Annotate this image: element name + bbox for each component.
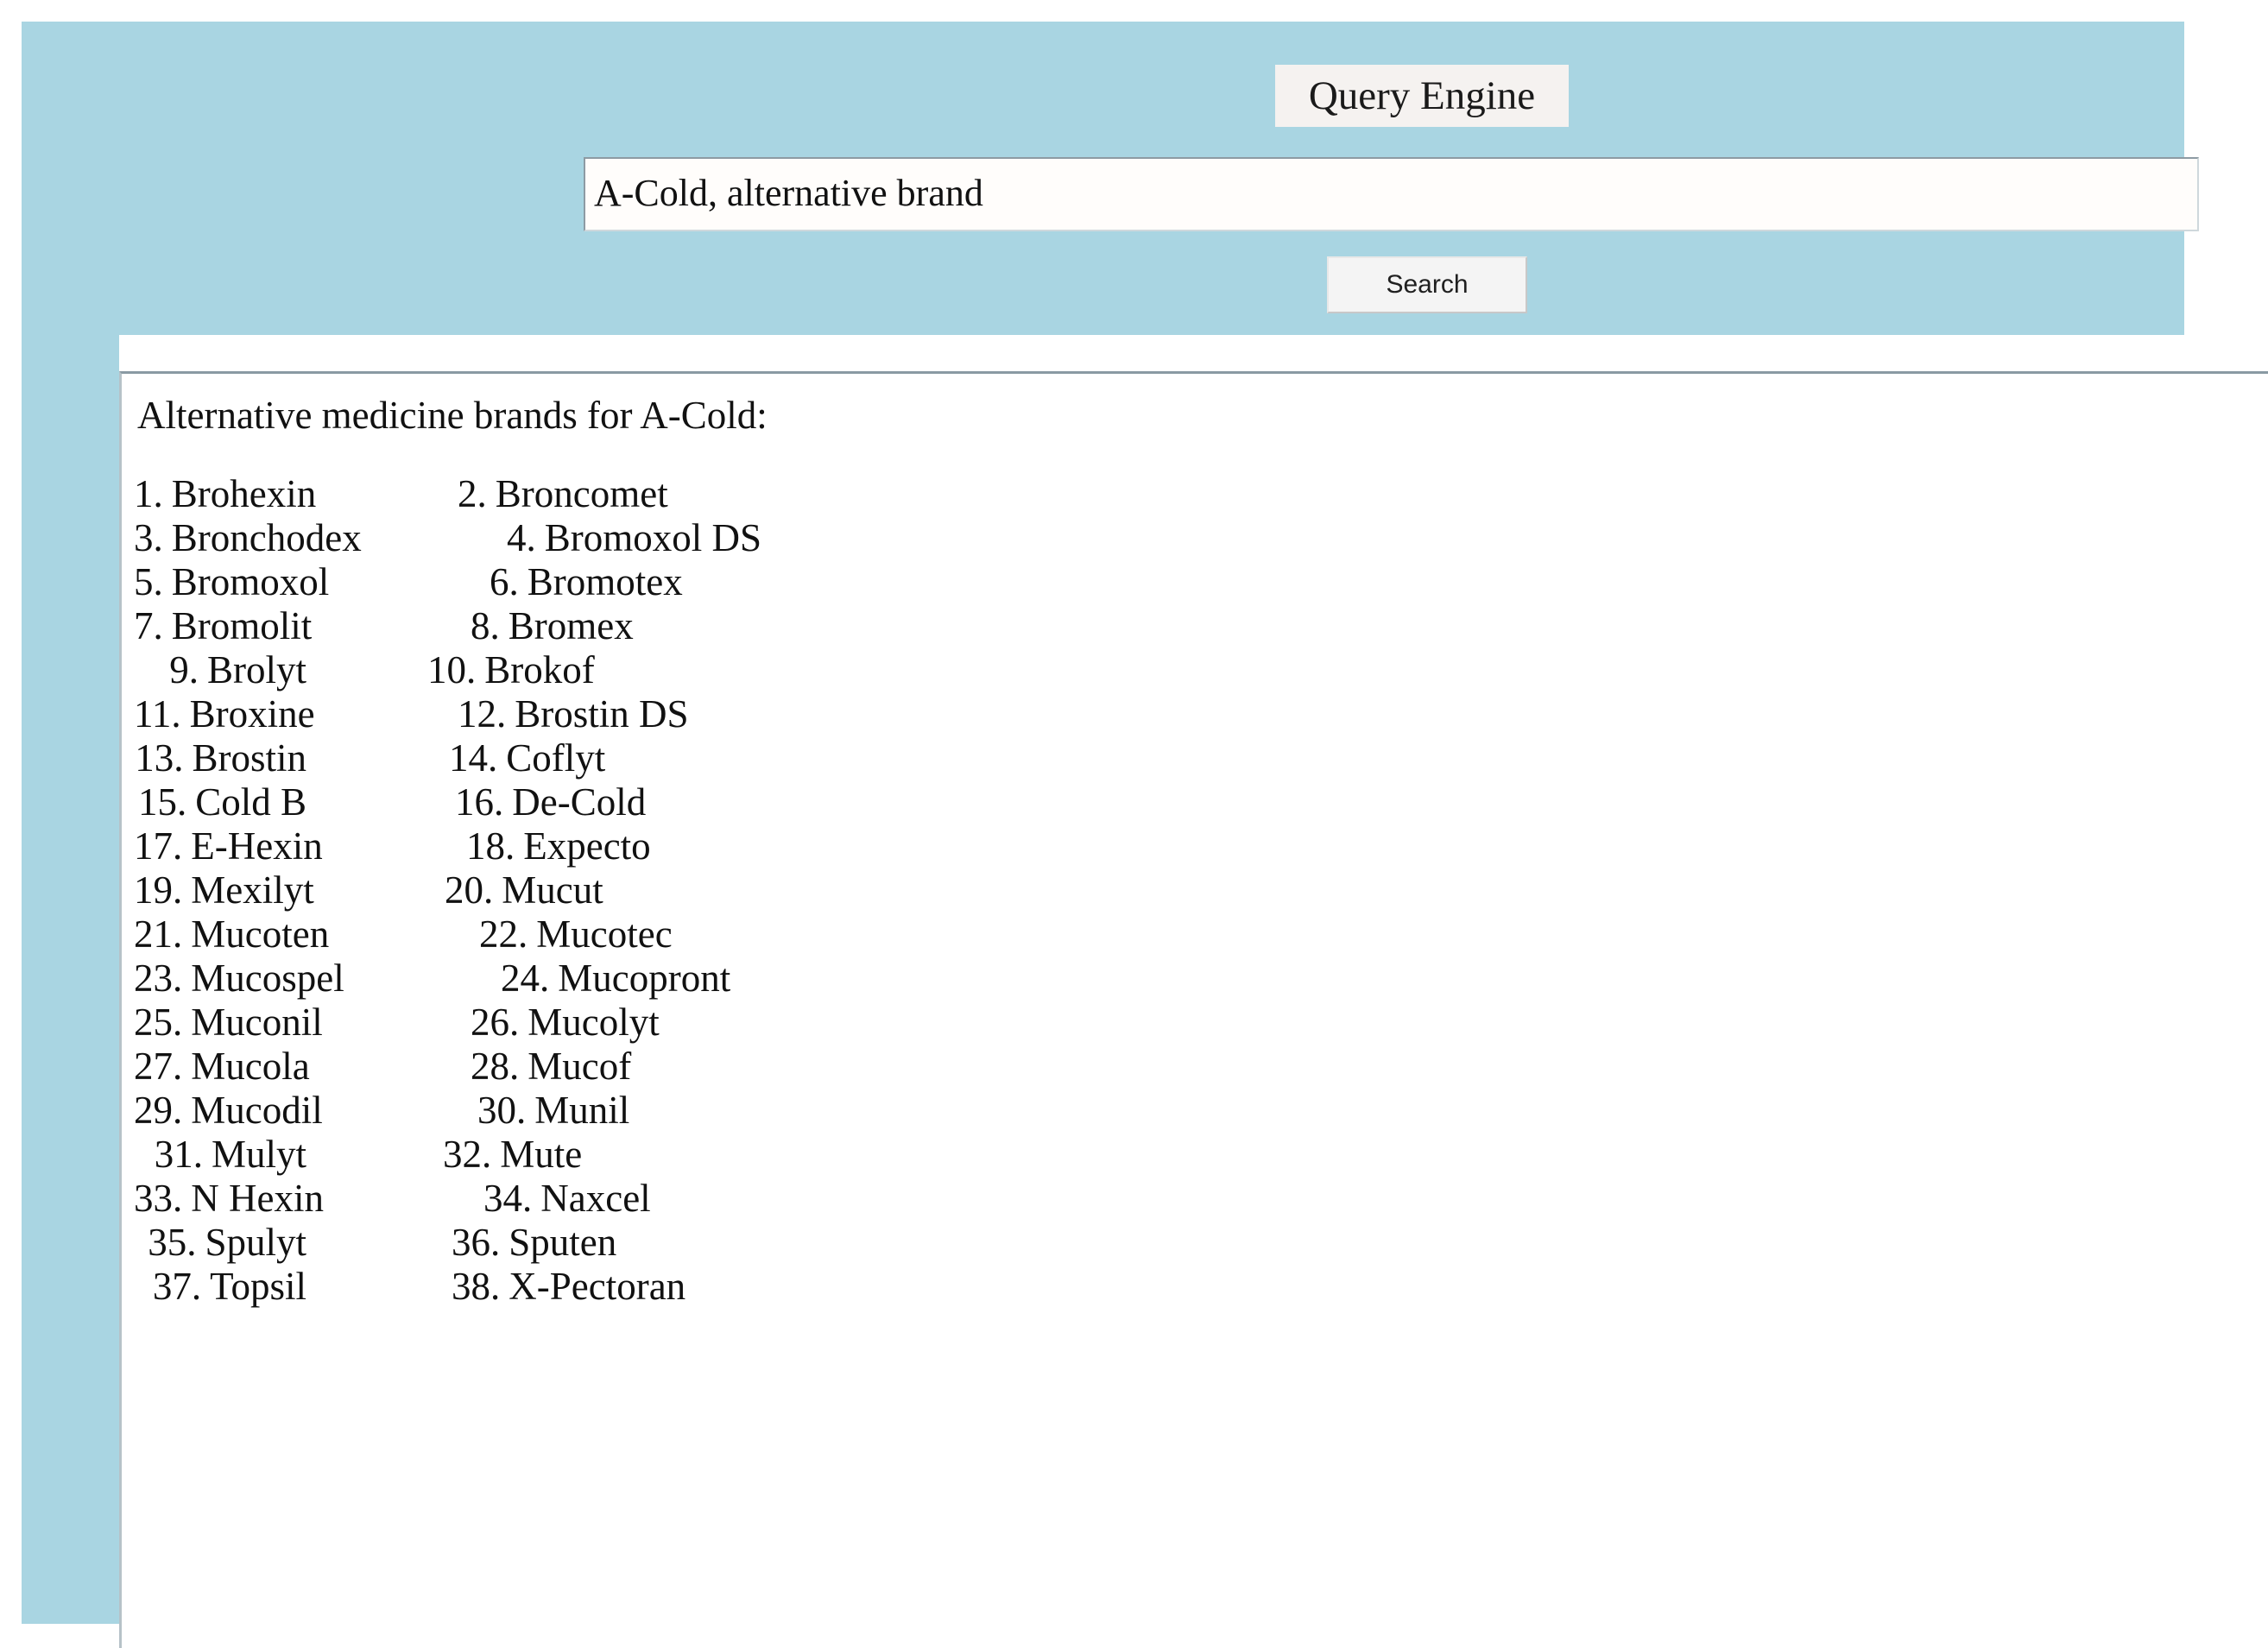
result-item-name: Bronchodex: [171, 516, 362, 559]
result-item-name: Muconil: [191, 1001, 323, 1044]
result-row: [134, 516, 2268, 563]
result-item: [452, 1267, 685, 1306]
result-item: [134, 1089, 323, 1132]
result-item: [471, 1003, 660, 1042]
result-item-name: Mucospel: [191, 957, 344, 1000]
result-row: [134, 1047, 2268, 1091]
result-item-number: 20.: [445, 868, 494, 912]
result-item: [449, 736, 606, 780]
result-item-number: 37.: [152, 1265, 202, 1308]
result-item: [134, 736, 306, 780]
result-row: [134, 472, 2268, 519]
result-item-number: 1.: [134, 472, 163, 515]
results-panel: [119, 371, 2268, 1648]
result-item: [134, 1001, 323, 1044]
result-item: [134, 560, 330, 603]
header-panel: [22, 22, 2184, 335]
result-row: [134, 1135, 2268, 1179]
result-item-number: 11.: [134, 692, 181, 736]
search-field-wrapper: [584, 157, 2199, 231]
result-item-name: Brohexin: [171, 472, 317, 515]
result-item-name: Naxcel: [540, 1177, 651, 1220]
result-item-number: 22.: [479, 912, 528, 956]
result-item-name: Mucola: [191, 1045, 310, 1088]
result-item: [458, 472, 668, 515]
result-item: [134, 1177, 324, 1220]
result-row: [134, 868, 2268, 915]
result-item-number: 35.: [148, 1221, 197, 1264]
result-item-name: Mucof: [528, 1045, 632, 1088]
result-item: [455, 780, 647, 824]
result-item: [490, 560, 683, 603]
result-row: [134, 736, 2268, 783]
result-item-number: 19.: [134, 868, 183, 912]
results-heading: Alternative medicine brands for A-Cold:: [137, 394, 768, 437]
result-item: [452, 1223, 616, 1262]
result-item-name: Mucodil: [191, 1089, 323, 1132]
result-item: [507, 516, 762, 559]
page-title: Query Engine: [1275, 65, 1569, 127]
result-item-number: 4.: [507, 516, 536, 559]
result-item-name: Bromex: [508, 604, 634, 647]
result-item-number: 27.: [134, 1045, 183, 1088]
result-item-number: 34.: [483, 1177, 533, 1220]
result-item-name: Mucoten: [191, 912, 330, 956]
result-row: [134, 959, 2268, 1003]
result-item-name: Cold B: [195, 780, 306, 824]
result-row: [134, 1267, 2268, 1311]
result-item: [471, 1047, 631, 1086]
result-item: [471, 604, 634, 647]
result-row: [134, 692, 2268, 739]
result-item: [458, 692, 689, 736]
result-item: [134, 472, 317, 515]
result-item: [483, 1179, 651, 1218]
result-item-name: Bromotex: [527, 560, 683, 603]
result-item-name: N Hexin: [191, 1177, 324, 1220]
result-item-name: X-Pectoran: [509, 1265, 686, 1308]
result-item-name: Topsil: [210, 1265, 306, 1308]
result-item-name: Expecto: [523, 824, 651, 868]
result-row: [134, 560, 2268, 607]
result-item-number: 3.: [134, 516, 163, 559]
result-item: [134, 1135, 306, 1174]
result-item-number: 7.: [134, 604, 163, 647]
result-item: [427, 648, 595, 691]
result-item-number: 10.: [427, 648, 477, 691]
result-row: [134, 648, 2268, 695]
result-item-name: Mucotec: [536, 912, 673, 956]
result-row: [134, 1223, 2268, 1267]
result-item-number: 28.: [471, 1045, 520, 1088]
result-item: [501, 959, 730, 998]
result-item-number: 29.: [134, 1089, 183, 1132]
result-row: [134, 1091, 2268, 1135]
result-item-name: Mulyt: [211, 1133, 306, 1176]
result-item-name: Mexilyt: [191, 868, 314, 912]
result-item-number: 12.: [458, 692, 507, 736]
left-blue-rail: [22, 335, 119, 1624]
result-item-name: Munil: [534, 1089, 630, 1132]
result-item-name: Mucopront: [558, 957, 731, 1000]
result-item: [134, 868, 314, 912]
result-item: [134, 1267, 306, 1306]
result-item-number: 13.: [135, 736, 184, 780]
result-item: [477, 1091, 629, 1130]
result-item: [134, 912, 330, 956]
result-item: [134, 824, 323, 868]
result-item-name: Broncomet: [495, 472, 668, 515]
result-item-number: 14.: [449, 736, 498, 780]
search-input[interactable]: [584, 157, 2199, 231]
result-item-number: 18.: [466, 824, 515, 868]
result-item-number: 26.: [471, 1001, 520, 1044]
result-item-name: De-Cold: [512, 780, 647, 824]
result-item-name: Sputen: [509, 1221, 617, 1264]
result-item-number: 25.: [134, 1001, 183, 1044]
result-item-number: 15.: [137, 780, 187, 824]
result-item-number: 17.: [134, 824, 183, 868]
result-item: [134, 648, 306, 691]
result-row: [134, 912, 2268, 959]
result-item-name: Mucolyt: [528, 1001, 660, 1044]
result-item-number: 31.: [154, 1133, 203, 1176]
result-item-name: Broxine: [189, 692, 315, 736]
result-item-name: Mute: [500, 1133, 583, 1176]
result-item-name: Brokof: [484, 648, 595, 691]
result-row: [134, 1179, 2268, 1223]
result-item-number: 23.: [134, 957, 183, 1000]
result-row: [134, 780, 2268, 827]
result-row: [134, 824, 2268, 871]
result-item-number: 33.: [134, 1177, 183, 1220]
result-item: [134, 780, 306, 824]
result-item-number: 16.: [455, 780, 504, 824]
result-item: [443, 1135, 582, 1174]
result-item: [445, 868, 603, 912]
result-item-number: 24.: [501, 957, 550, 1000]
result-item: [466, 824, 651, 868]
result-item-name: Coflyt: [506, 736, 606, 780]
result-item-name: Spulyt: [205, 1221, 306, 1264]
result-item: [134, 957, 344, 1000]
result-row: [134, 604, 2268, 651]
result-item-number: 6.: [490, 560, 519, 603]
search-button[interactable]: Search: [1327, 256, 1527, 313]
result-item-name: Brostin DS: [515, 692, 689, 736]
result-item-number: 32.: [443, 1133, 492, 1176]
result-row: [134, 1003, 2268, 1047]
result-item-name: Brolyt: [206, 648, 306, 691]
result-item-name: Mucut: [502, 868, 603, 912]
result-item-number: 2.: [458, 472, 487, 515]
result-item-name: Bromoxol: [171, 560, 330, 603]
result-item-name: E-Hexin: [191, 824, 323, 868]
result-item-number: 8.: [471, 604, 500, 647]
result-item: [134, 516, 362, 559]
result-item-number: 21.: [134, 912, 183, 956]
result-item-number: 30.: [477, 1089, 527, 1132]
result-item: [134, 604, 313, 647]
result-item-name: Bromolit: [171, 604, 313, 647]
result-item: [134, 692, 315, 736]
result-item-number: 5.: [134, 560, 163, 603]
result-item: [134, 1045, 310, 1088]
result-item-name: Brostin: [192, 736, 306, 780]
result-item: [479, 912, 673, 956]
result-item-name: Bromoxol DS: [544, 516, 762, 559]
results-list: [134, 472, 2268, 1311]
result-item-number: 9.: [169, 648, 199, 691]
result-item: [134, 1223, 306, 1262]
result-item-number: 38.: [452, 1265, 501, 1308]
result-item-number: 36.: [452, 1221, 501, 1264]
